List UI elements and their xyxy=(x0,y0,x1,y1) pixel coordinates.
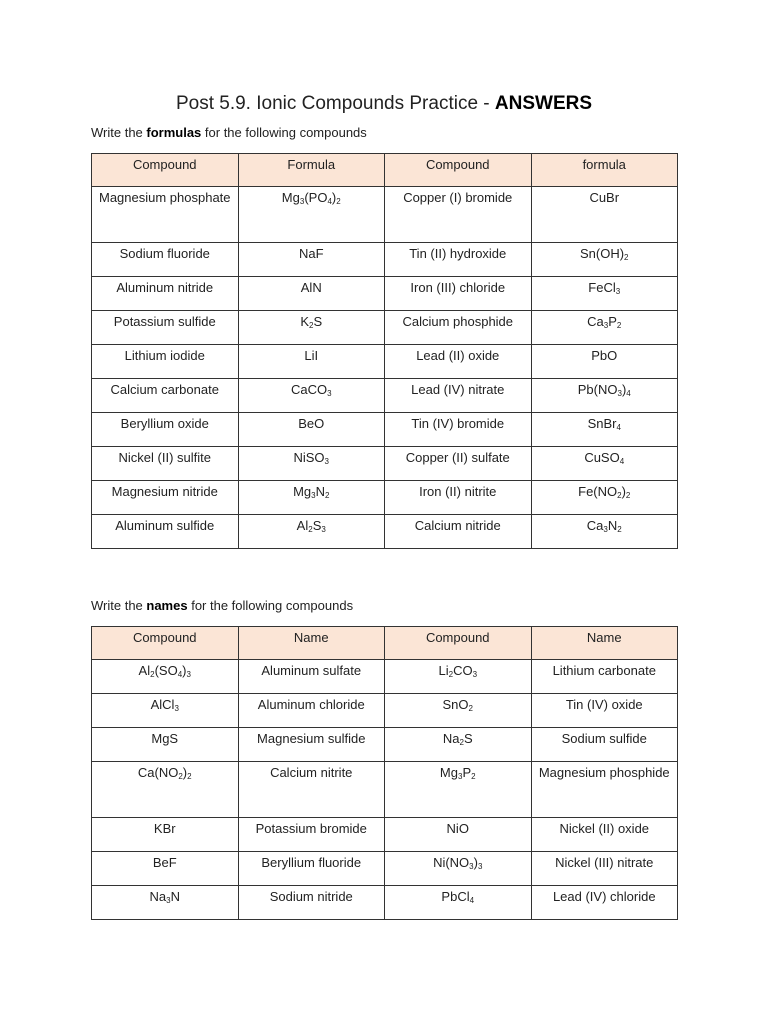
names-instruction-before: Write the xyxy=(91,598,147,613)
table-cell: NiO xyxy=(385,818,532,852)
table-cell: $Ni(NO_3)_3$ xyxy=(385,852,532,886)
names-header-compound-1: Compound xyxy=(92,627,239,660)
table-cell: Aluminum sulfate xyxy=(238,660,385,694)
table-cell: AlN xyxy=(238,277,385,311)
table-cell: Magnesium phosphate xyxy=(92,187,239,243)
table-cell: FeCl$_3$ xyxy=(531,277,678,311)
table-cell: BeF xyxy=(92,852,239,886)
table-cell: NiSO$_3$ xyxy=(238,447,385,481)
table-cell: Lead (IV) chloride xyxy=(531,886,678,920)
table-row xyxy=(92,762,678,818)
page-title xyxy=(0,92,768,116)
table-cell: PbCl$_4$ xyxy=(385,886,532,920)
table-row xyxy=(92,886,678,920)
formulas-header-formula-2: formula xyxy=(531,154,678,187)
names-table xyxy=(91,626,678,920)
table-cell: Sodium fluoride xyxy=(92,243,239,277)
table-cell: Lithium carbonate xyxy=(531,660,678,694)
table-cell: $Mg_3N_2$ xyxy=(238,481,385,515)
formulas-instruction xyxy=(91,125,367,141)
table-cell: Lithium iodide xyxy=(92,345,239,379)
table-cell: $Pb(NO_3)_4$ xyxy=(531,379,678,413)
table-cell: Aluminum nitride xyxy=(92,277,239,311)
formulas-table-header-row xyxy=(92,154,678,187)
formulas-header-compound-1: Compound xyxy=(92,154,239,187)
table-row xyxy=(92,515,678,549)
table-row xyxy=(92,852,678,886)
names-instruction xyxy=(91,598,353,614)
names-header-compound-2: Compound xyxy=(385,627,532,660)
table-row xyxy=(92,818,678,852)
table-cell: LiI xyxy=(238,345,385,379)
names-instruction-bold: names xyxy=(146,598,188,613)
table-cell: $Mg_3P_2$ xyxy=(385,762,532,818)
table-cell: AlCl$_3$ xyxy=(92,694,239,728)
table-row xyxy=(92,379,678,413)
table-cell: PbO xyxy=(531,345,678,379)
table-row xyxy=(92,277,678,311)
table-cell: Nickel (II) sulfite xyxy=(92,447,239,481)
table-cell: BeO xyxy=(238,413,385,447)
formulas-table-body xyxy=(92,187,678,549)
names-header-name-2: Name xyxy=(531,627,678,660)
table-row xyxy=(92,345,678,379)
table-cell: $Sn(OH)_2$ xyxy=(531,243,678,277)
table-row xyxy=(92,694,678,728)
names-header-name-1: Name xyxy=(238,627,385,660)
formulas-header-compound-2: Compound xyxy=(385,154,532,187)
table-cell: Lead (II) oxide xyxy=(385,345,532,379)
table-cell: $Al_2(SO_4)_3$ xyxy=(92,660,239,694)
table-cell: Calcium nitride xyxy=(385,515,532,549)
table-row xyxy=(92,187,678,243)
table-cell: $Ca_3P_2$ xyxy=(531,311,678,345)
title-prefix: Post 5.9. Ionic Compounds Practice - xyxy=(175,93,495,114)
table-cell: SnO$_2$ xyxy=(385,694,532,728)
table-row xyxy=(92,447,678,481)
table-cell: Tin (II) hydroxide xyxy=(385,243,532,277)
table-cell: Aluminum sulfide xyxy=(92,515,239,549)
table-cell: $Al_2S_3$ xyxy=(238,515,385,549)
formulas-table xyxy=(91,153,678,549)
table-cell: Copper (I) bromide xyxy=(385,187,532,243)
table-cell: Beryllium fluoride xyxy=(238,852,385,886)
table-cell: $Na_3N$ xyxy=(92,886,239,920)
table-cell: $Fe(NO_2)_2$ xyxy=(531,481,678,515)
table-cell: $Ca_3N_2$ xyxy=(531,515,678,549)
table-row xyxy=(92,481,678,515)
table-cell: Nickel (II) oxide xyxy=(531,818,678,852)
table-cell: Iron (II) nitrite xyxy=(385,481,532,515)
table-cell: Sodium sulfide xyxy=(531,728,678,762)
table-cell: SnBr$_4$ xyxy=(531,413,678,447)
table-row xyxy=(92,311,678,345)
table-row xyxy=(92,413,678,447)
table-cell: Calcium phosphide xyxy=(385,311,532,345)
table-cell: Magnesium sulfide xyxy=(238,728,385,762)
table-cell: Sodium nitride xyxy=(238,886,385,920)
table-cell: Copper (II) sulfate xyxy=(385,447,532,481)
table-cell: CaCO$_3$ xyxy=(238,379,385,413)
table-cell: Lead (IV) nitrate xyxy=(385,379,532,413)
table-cell: $Ca(NO_2)_2$ xyxy=(92,762,239,818)
table-cell: Magnesium phosphide xyxy=(531,762,678,818)
table-cell: Potassium bromide xyxy=(238,818,385,852)
table-cell: KBr xyxy=(92,818,239,852)
formulas-instruction-after: for the following compounds xyxy=(201,125,367,140)
table-cell: $K_2S$ xyxy=(238,311,385,345)
table-cell: $Na_2S$ xyxy=(385,728,532,762)
table-cell: $Li_2CO_3$ xyxy=(385,660,532,694)
names-table-header-row xyxy=(92,627,678,660)
names-table-body xyxy=(92,660,678,920)
table-row xyxy=(92,660,678,694)
table-cell: Potassium sulfide xyxy=(92,311,239,345)
names-instruction-after: for the following compounds xyxy=(187,598,354,613)
formulas-instruction-before: Write the xyxy=(91,125,147,140)
table-row xyxy=(92,728,678,762)
formulas-header-formula-1: Formula xyxy=(238,154,385,187)
table-cell: $Mg_3(PO_4)_2$ xyxy=(238,187,385,243)
table-cell: CuSO$_4$ xyxy=(531,447,678,481)
title-emphasis: ANSWERS xyxy=(494,93,593,114)
table-cell: Nickel (III) nitrate xyxy=(531,852,678,886)
table-cell: CuBr xyxy=(531,187,678,243)
table-row xyxy=(92,243,678,277)
table-cell: Iron (III) chloride xyxy=(385,277,532,311)
table-cell: MgS xyxy=(92,728,239,762)
table-cell: Calcium nitrite xyxy=(238,762,385,818)
table-cell: NaF xyxy=(238,243,385,277)
table-cell: Beryllium oxide xyxy=(92,413,239,447)
table-cell: Magnesium nitride xyxy=(92,481,239,515)
formulas-instruction-bold: formulas xyxy=(146,125,202,140)
table-cell: Calcium carbonate xyxy=(92,379,239,413)
table-cell: Tin (IV) oxide xyxy=(531,694,678,728)
table-cell: Aluminum chloride xyxy=(238,694,385,728)
table-cell: Tin (IV) bromide xyxy=(385,413,532,447)
